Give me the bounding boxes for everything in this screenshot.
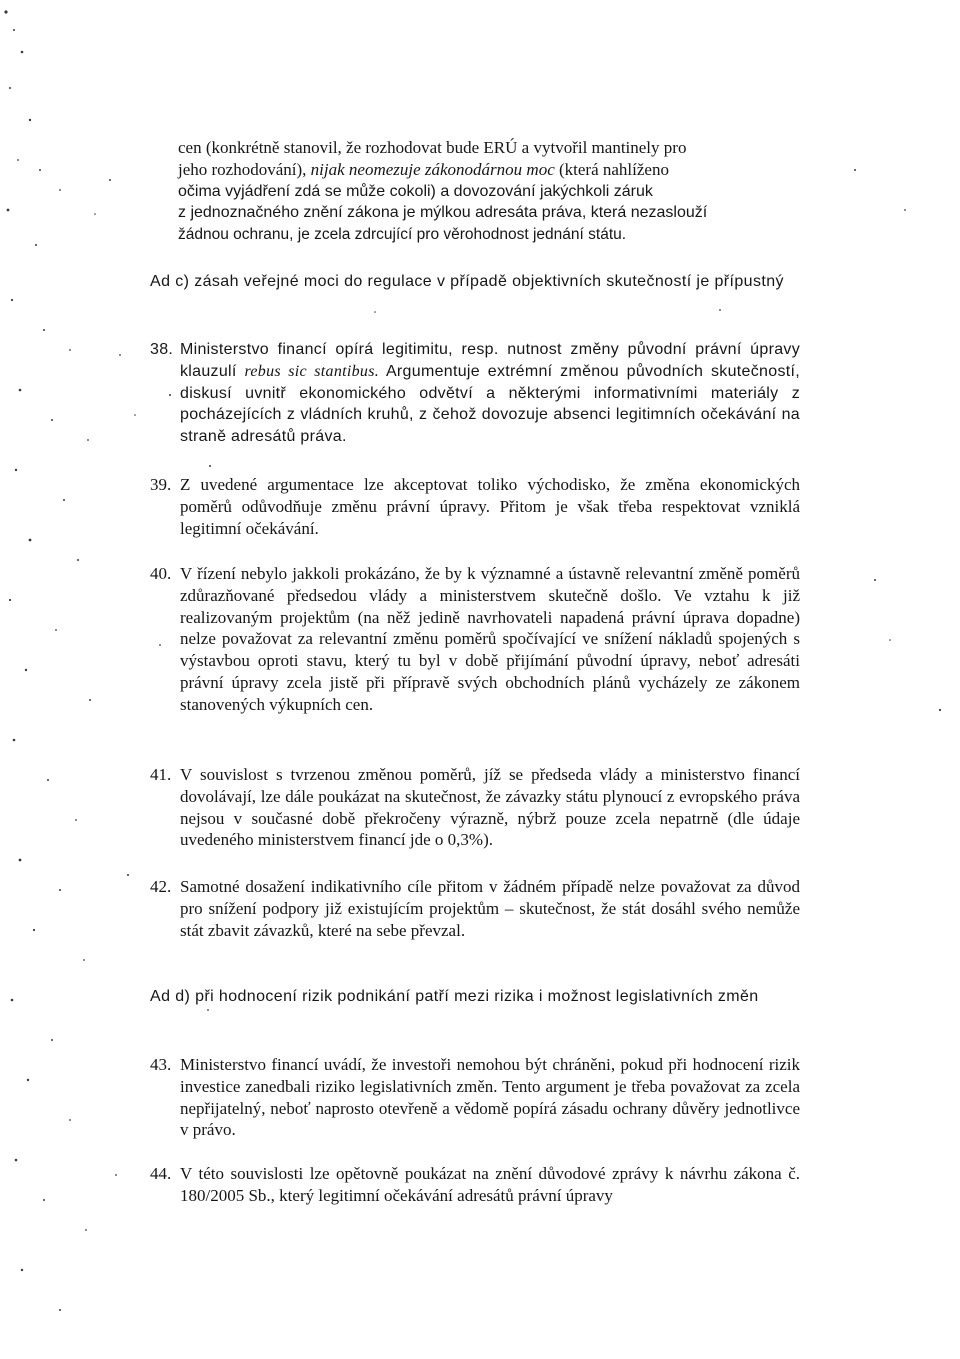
paragraph-text: V této souvislosti lze opětovně poukázat na znění důvodové zprávy k návrhu zákona č. 180/2005 Sb., který legitimní očekávání adresátů právní úpravy [180, 1164, 800, 1205]
intro-line-3: očima vyjádření zdá se může cokoli) a dovozování jakýchkoli záruk [178, 182, 653, 200]
paragraph-text: V řízení nebylo jakkoli prokázáno, že by k významné a ústavně relevantní změně poměrů zdůrazňované předsedou vlády a ministerstvem skutečně došlo. Ve vztahu k již realizovaným projektům (na něž jedině navrhovateli napadená právní úprava dopadne) nelze považovat za relevantní změnu poměrů spočívající ve snížení nákladů spojených s výstavbou oproti stavu, který tu byl v době přijímání původní úpravy, neboť adresáti právní úpravy zcela jistě při přípravě svých obchodních plánů vycházely ze zákonem stanovených výkupních cen. [180, 564, 800, 714]
intro-line-1: cen (konkrétně stanovil, že rozhodovat bude ERÚ a vytvořil mantinely pro [178, 138, 687, 157]
paragraph-text: Z uvedené argumentace lze akceptovat toliko východisko, že změna ekonomických poměrů odůvodňuje změnu právní úpravy. Přitom je však třeba respektovat vzniklá legitimní očekávání. [180, 475, 800, 538]
paragraph-41 [150, 764, 800, 851]
paragraph-text: V souvislost s tvrzenou změnou poměrů, jíž se předseda vlády a ministerstvo financí dovolávají, lze dále poukázat na skutečnost, že závazky státu plynoucí z evropského práva nejsou v současné době překročeny výrazně, nýbrž pouze zcela nepatrně (dle údaje uvedeného ministerstvem financí jde o 0,3%). [180, 765, 800, 850]
paragraph-number: 39. [150, 475, 172, 494]
section-heading-c: Ad c) zásah veřejné moci do regulace v případě objektivních skutečností je přípustný [150, 273, 784, 290]
paragraph-number: 44. [150, 1164, 172, 1183]
paragraph-43 [150, 1054, 800, 1141]
paragraph-44 [150, 1163, 800, 1207]
paragraph-number: 42. [150, 877, 172, 896]
paragraph-number: 41. [150, 765, 172, 784]
intro-line-5: žádnou ochranu, je zcela zdrcující pro věrohodnost jednání státu. [178, 226, 627, 244]
paragraph-text-start: Ministerstvo financí opírá legitimitu, resp. nutnost změny původní právní úpravy klauzulí [180, 341, 800, 380]
paragraph-number: 38. [150, 341, 174, 358]
intro-line-2-end: (která nahlíženo [554, 159, 669, 179]
section-heading-d: Ad d) při hodnocení rizik podnikání patří mezi rizika i možnost legislativních změn [150, 988, 759, 1005]
paragraph-text: Ministerstvo financí uvádí, že investoři nemohou být chráněni, pokud při hodnocení rizik investice zanedbali riziko legislativních změn. Tento argument je třeba považovat za zcela nepřijatelný, neboť naprosto otevřeně a vědomě popírá zásadu ochrany důvěry jednotlivce v právo. [180, 1055, 800, 1140]
intro-italic: nijak neomezuje zákonodárnou moc [310, 159, 555, 179]
intro-line-4: z jednoznačného znění zákona je mýlkou adresáta práva, která nezaslouží [178, 204, 708, 222]
paragraph-text: Samotné dosažení indikativního cíle přitom v žádném případě nelze považovat za důvod pro snížení podpory již existujícím projektům – skutečnost, že stát dosáhl svého nemůže stát zbavit závazků, které na sebe převzal. [180, 877, 800, 940]
paragraph-text-end: Argumentuje extrémní změnou původních skutečností, diskusí uvnitř ekonomického odvětví a některými informativními materiály z pocházejících z vládních kruhů, z čehož dovozuje absenci legitimních očekávání na straně adresátů práva. [180, 362, 800, 446]
paragraph-number: 43. [150, 1055, 172, 1074]
paragraph-39 [150, 474, 800, 539]
intro-paragraph [178, 137, 798, 246]
intro-line-2 [178, 159, 798, 181]
paragraph-text [180, 339, 800, 448]
paragraph-38 [150, 339, 800, 448]
paragraph-number: 40. [150, 564, 172, 583]
paragraph-42 [150, 876, 800, 941]
latin-phrase: rebus sic stantibus. [244, 362, 380, 380]
intro-line-2-start: jeho rozhodování), [178, 159, 311, 179]
paragraph-40 [150, 563, 800, 716]
